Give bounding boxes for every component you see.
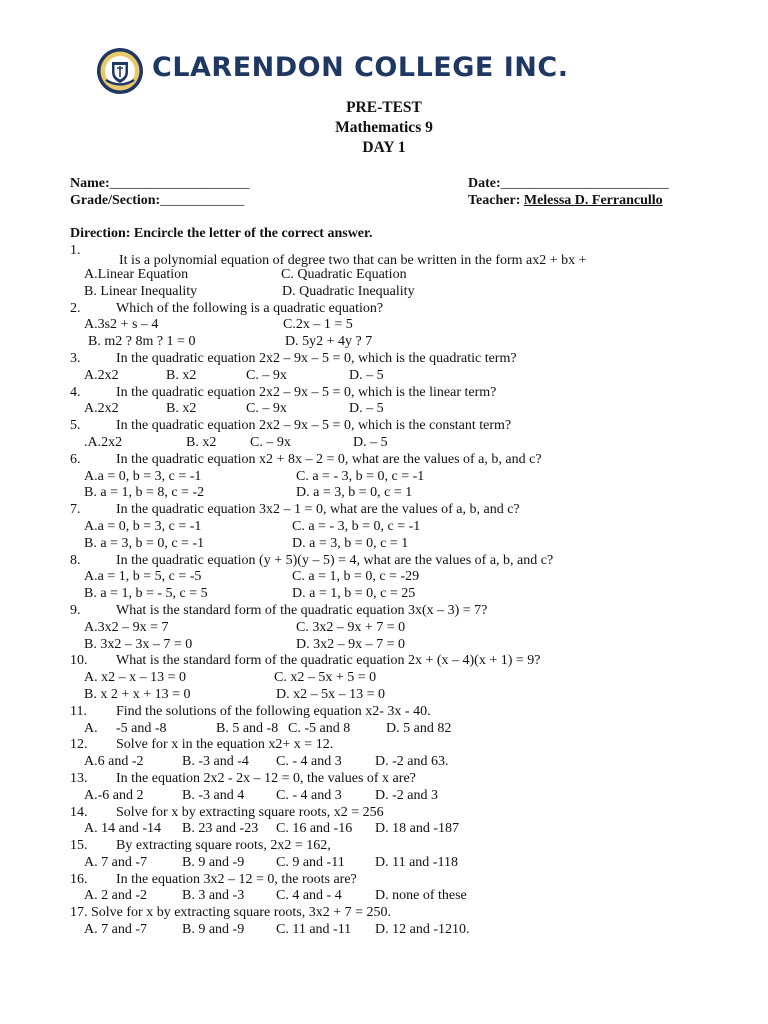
college-name: CLARENDON COLLEGE INC. — [152, 52, 569, 83]
question-text: In the quadratic equation 2x2 – 9x – 5 = 0, which is the quadratic term? — [116, 350, 517, 366]
question-number: 4. — [70, 384, 81, 400]
answer-choice[interactable]: A.3s2 + s – 4 — [84, 317, 159, 333]
answer-choice[interactable]: -5 and -8 — [116, 720, 167, 736]
answer-choice[interactable]: C. - 4 and 3 — [276, 754, 342, 770]
question-text: In the quadratic equation 2x2 – 9x – 5 = 0, which is the constant term? — [116, 418, 512, 434]
answer-choice[interactable]: D. 11 and -118 — [375, 854, 458, 870]
question-text: In the equation 2x2 - 2x – 12 = 0, the values of x are? — [116, 770, 416, 786]
question-number: 12. — [70, 737, 88, 753]
question-text: By extracting square roots, 2x2 = 162, — [116, 838, 331, 854]
answer-choice[interactable]: C. a = - 3, b = 0, c = -1 — [292, 518, 421, 534]
question-text: Which of the following is a quadratic equation? — [116, 300, 384, 316]
answer-choice[interactable]: C. – 9x — [250, 434, 291, 450]
question — [70, 872, 710, 889]
question-number: 7. — [70, 502, 81, 518]
answer-choice[interactable]: C. 11 and -11 — [276, 922, 352, 938]
college-seal-icon — [96, 47, 144, 95]
answer-choice[interactable]: D. a = 3, b = 0, c = 1 — [296, 485, 413, 501]
test-title: PRE-TEST — [346, 99, 422, 116]
answer-choice[interactable]: B. 23 and -23 — [182, 821, 259, 837]
question-number: 1. — [70, 243, 81, 258]
answer-choice[interactable]: B. a = 3, b = 0, c = -1 — [84, 535, 205, 551]
question-list — [70, 243, 710, 939]
question-text: In the quadratic equation (y + 5)(y – 5) = 4, what are the values of a, b, and c? — [116, 552, 554, 568]
answer-choice[interactable]: C. 4 and - 4 — [276, 888, 342, 904]
answer-choices — [70, 754, 710, 771]
answer-choice[interactable]: D. a = 1, b = 0, c = 25 — [292, 586, 416, 602]
question-number: 9. — [70, 602, 81, 618]
question-number: 3. — [70, 350, 81, 366]
name-field: Name:____________________ — [70, 176, 250, 191]
question — [70, 418, 710, 435]
teacher-name: Melessa D. Ferrancullo — [523, 193, 663, 208]
answer-choice[interactable]: .A.2x2 — [84, 434, 123, 450]
answer-choice[interactable]: D. -2 and 3 — [375, 787, 438, 803]
day-title: DAY 1 — [362, 139, 406, 156]
answer-choice[interactable]: A.Linear Equation — [84, 267, 189, 282]
answer-choice[interactable]: C. Quadratic Equation — [281, 267, 407, 282]
question-number: 10. — [70, 653, 88, 669]
answer-choice[interactable]: B. 5 and -8 — [216, 720, 279, 736]
subject-title: Mathematics 9 — [335, 119, 433, 136]
question — [70, 301, 710, 318]
answer-choice[interactable]: D. 3x2 – 9x – 7 = 0 — [296, 636, 406, 652]
answer-choice[interactable]: A.-6 and 2 — [84, 787, 144, 803]
grade-section-field: Grade/Section:____________ — [70, 193, 245, 208]
answer-choice[interactable]: C. 9 and -11 — [276, 854, 345, 870]
question-text: 17. Solve for x by extracting square roots, 3x2 + 7 = 250. — [70, 905, 392, 921]
answer-choice[interactable]: D. 12 and -1210. — [375, 922, 470, 938]
question-text: In the quadratic equation x2 + 8x – 2 = 0, what are the values of a, b, and c? — [116, 451, 542, 467]
answer-choice[interactable]: D. -2 and 63. — [375, 754, 449, 770]
answer-choice[interactable]: D. – 5 — [349, 401, 384, 417]
question-number: 16. — [70, 871, 88, 887]
answer-choice[interactable]: B. a = 1, b = - 5, c = 5 — [84, 586, 208, 602]
question — [70, 452, 710, 469]
answer-choice[interactable]: A.2x2 — [84, 401, 119, 417]
question-text: Find the solutions of the following equation x2- 3x - 40. — [116, 703, 431, 719]
answer-choice[interactable]: D. 5y2 + 4y ? 7 — [285, 334, 373, 350]
teacher-field: Teacher: Melessa D. Ferrancullo — [468, 193, 663, 208]
student-info — [70, 176, 690, 210]
question-number: 14. — [70, 804, 88, 820]
question-text: Solve for x by extracting square roots, x2 = 256 — [116, 804, 384, 820]
answer-choice[interactable]: B. m2 ? 8m ? 1 = 0 — [88, 334, 196, 350]
answer-choice[interactable]: A. — [84, 720, 98, 736]
answer-choices — [70, 687, 710, 704]
answer-choice[interactable]: C. -5 and 8 — [288, 720, 351, 736]
question-text: In the quadratic equation 3x2 – 1 = 0, what are the values of a, b, and c? — [116, 502, 520, 518]
question — [70, 653, 710, 670]
answer-choice[interactable]: B. x2 — [166, 401, 197, 417]
answer-choice[interactable]: B. a = 1, b = 8, c = -2 — [84, 485, 205, 501]
question — [70, 704, 710, 721]
question-number: 8. — [70, 552, 81, 568]
answer-choice[interactable]: D. a = 3, b = 0, c = 1 — [292, 535, 409, 551]
answer-choice[interactable]: D. none of these — [375, 888, 467, 904]
answer-choice[interactable]: C. – 9x — [246, 401, 287, 417]
question — [70, 351, 710, 368]
answer-choices — [70, 788, 710, 805]
question-number: 13. — [70, 770, 88, 786]
answer-choices — [70, 401, 710, 418]
answer-choices — [70, 586, 710, 603]
question — [70, 553, 710, 570]
date-field: Date:________________________ — [468, 176, 669, 191]
answer-choice[interactable]: C. 3x2 – 9x + 7 = 0 — [296, 619, 406, 635]
answer-choice[interactable]: A.a = 0, b = 3, c = -1 — [84, 518, 202, 534]
answer-choices — [70, 637, 710, 654]
question-text: In the equation 3x2 – 12 = 0, the roots are? — [116, 871, 357, 887]
answer-choices — [70, 569, 710, 586]
test-titles — [0, 98, 768, 158]
answer-choice[interactable]: B. x2 — [166, 367, 197, 383]
answer-choice[interactable]: D. 18 and -187 — [375, 821, 459, 837]
question — [70, 905, 710, 922]
answer-choices — [70, 485, 710, 502]
answer-choice[interactable]: A. 14 and -14 — [84, 821, 161, 837]
answer-choice[interactable]: A.6 and -2 — [84, 754, 144, 770]
question-text: What is the standard form of the quadratic equation 3x(x – 3) = 7? — [116, 602, 488, 618]
answer-choices — [70, 922, 710, 939]
answer-choice[interactable]: C. – 9x — [246, 367, 287, 383]
answer-choice[interactable]: C. a = 1, b = 0, c = -29 — [292, 569, 420, 585]
answer-choice[interactable]: B. Linear Inequality — [84, 283, 198, 299]
question — [70, 838, 710, 855]
answer-choice[interactable]: A. 7 and -7 — [84, 922, 147, 938]
answer-choice[interactable]: A.a = 1, b = 5, c = -5 — [84, 569, 202, 585]
answer-choice[interactable]: D. Quadratic Inequality — [282, 283, 415, 299]
answer-choice[interactable]: A.a = 0, b = 3, c = -1 — [84, 468, 202, 484]
question — [70, 603, 710, 620]
answer-choices — [70, 435, 710, 452]
answer-choices — [70, 888, 710, 905]
question-number: 15. — [70, 838, 88, 854]
question-text: What is the standard form of the quadratic equation 2x + (x – 4)(x + 1) = 9? — [116, 653, 541, 669]
answer-choice[interactable]: A. 7 and -7 — [84, 854, 147, 870]
question-text: Solve for x in the equation x2+ x = 12. — [116, 737, 334, 753]
question-text: In the quadratic equation 2x2 – 9x – 5 = 0, which is the linear term? — [116, 384, 497, 400]
answer-choices — [70, 317, 710, 334]
answer-choices — [70, 620, 710, 637]
answer-choices — [70, 536, 710, 553]
answer-choice[interactable]: B. 3 and -3 — [182, 888, 245, 904]
answer-choice[interactable]: B. -3 and -4 — [182, 754, 249, 770]
answer-choices — [70, 334, 710, 351]
answer-choice[interactable]: C. x2 – 5x + 5 = 0 — [274, 670, 377, 686]
answer-choice[interactable]: B. 3x2 – 3x – 7 = 0 — [84, 636, 193, 652]
question — [70, 502, 710, 519]
answer-choices — [70, 284, 710, 301]
answer-choices — [70, 519, 710, 536]
answer-choices — [70, 855, 710, 872]
answer-choice[interactable]: A. x2 – x – 13 = 0 — [84, 670, 187, 686]
question-number: 5. — [70, 418, 81, 434]
answer-choices — [70, 670, 710, 687]
question — [70, 771, 710, 788]
direction: Direction: Encircle the letter of the correct answer. — [70, 226, 373, 241]
answer-choice[interactable]: B. x 2 + x + 13 = 0 — [84, 686, 191, 702]
answer-choice[interactable]: C. a = - 3, b = 0, c = -1 — [296, 468, 425, 484]
question — [70, 805, 710, 822]
answer-choice[interactable]: C. - 4 and 3 — [276, 787, 342, 803]
answer-choice[interactable]: D. x2 – 5x – 13 = 0 — [276, 686, 386, 702]
answer-choice[interactable]: B. -3 and 4 — [182, 787, 245, 803]
answer-choices — [70, 721, 710, 738]
answer-choices — [70, 821, 710, 838]
answer-choice[interactable]: A.3x2 – 9x = 7 — [84, 619, 169, 635]
question — [70, 243, 710, 267]
answer-choices — [70, 469, 710, 486]
question-number: 6. — [70, 451, 81, 467]
answer-choice[interactable]: D. – 5 — [353, 434, 388, 450]
question-text: It is a polynomial equation of degree two that can be written in the form ax2 + bx + — [119, 253, 587, 268]
answer-choice[interactable]: A. 2 and -2 — [84, 888, 147, 904]
answer-choice[interactable]: C.2x – 1 = 5 — [283, 317, 353, 333]
answer-choice[interactable]: B. x2 — [186, 434, 217, 450]
answer-choices — [70, 267, 710, 284]
question — [70, 737, 710, 754]
answer-choices — [70, 368, 710, 385]
question — [70, 385, 710, 402]
answer-choice[interactable]: C. 16 and -16 — [276, 821, 353, 837]
answer-choice[interactable]: A.2x2 — [84, 367, 119, 383]
answer-choice[interactable]: D. 5 and 82 — [386, 720, 452, 736]
letterhead — [96, 44, 656, 100]
answer-choice[interactable]: B. 9 and -9 — [182, 922, 245, 938]
answer-choice[interactable]: D. – 5 — [349, 367, 384, 383]
question-number: 11. — [70, 703, 87, 719]
question-number: 2. — [70, 300, 81, 316]
answer-choice[interactable]: B. 9 and -9 — [182, 854, 245, 870]
